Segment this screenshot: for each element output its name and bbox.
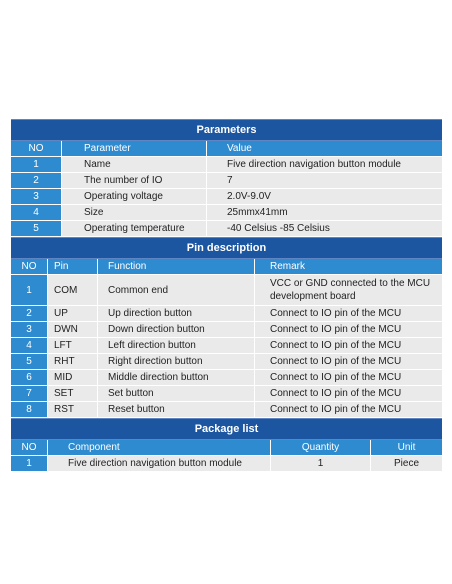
table-row bbox=[11, 275, 442, 306]
pin-name: LFT bbox=[48, 338, 98, 353]
pin-description-title: Pin description bbox=[11, 237, 442, 259]
pin-name: UP bbox=[48, 306, 98, 321]
pin-remark-line: VCC or GND connected to the MCU bbox=[270, 278, 431, 289]
pin-function: Up direction button bbox=[98, 306, 255, 321]
component-quantity: 1 bbox=[271, 456, 371, 471]
header-quantity: Quantity bbox=[271, 440, 371, 455]
pin-name: RST bbox=[48, 402, 98, 417]
row-number: 5 bbox=[11, 354, 48, 369]
table-row bbox=[11, 189, 442, 205]
pin-remark bbox=[255, 275, 442, 305]
parameter-name: Size bbox=[62, 205, 207, 220]
pin-function: Left direction button bbox=[98, 338, 255, 353]
pin-remark: Connect to IO pin of the MCU bbox=[255, 370, 442, 385]
row-number: 5 bbox=[11, 221, 62, 236]
component-unit: Piece bbox=[371, 456, 442, 471]
pin-remark: Connect to IO pin of the MCU bbox=[255, 386, 442, 401]
header-value: Value bbox=[227, 143, 252, 154]
table-row bbox=[11, 456, 442, 472]
table-row bbox=[11, 402, 442, 418]
row-number: 6 bbox=[11, 370, 48, 385]
header-no: NO bbox=[11, 259, 48, 274]
parameter-name: Operating voltage bbox=[62, 189, 207, 204]
parameter-name: Operating temperature bbox=[62, 221, 207, 236]
table-row bbox=[11, 221, 442, 237]
parameter-value: 2.0V-9.0V bbox=[207, 189, 442, 204]
header-no: NO bbox=[11, 440, 48, 455]
row-number: 2 bbox=[11, 306, 48, 321]
parameter-value: 7 bbox=[207, 173, 442, 188]
table-row bbox=[11, 157, 442, 173]
pin-function: Down direction button bbox=[98, 322, 255, 337]
row-number: 4 bbox=[11, 338, 48, 353]
pin-function: Set button bbox=[98, 386, 255, 401]
pin-function: Reset button bbox=[98, 402, 255, 417]
row-number: 4 bbox=[11, 205, 62, 220]
row-number: 2 bbox=[11, 173, 62, 188]
table-row bbox=[11, 338, 442, 354]
spec-sheet bbox=[11, 119, 442, 472]
pin-remark: Connect to IO pin of the MCU bbox=[255, 306, 442, 321]
table-row bbox=[11, 354, 442, 370]
parameter-name: Name bbox=[62, 157, 207, 172]
pin-function: Middle direction button bbox=[98, 370, 255, 385]
row-number: 1 bbox=[11, 157, 62, 172]
package-list-title: Package list bbox=[11, 418, 442, 440]
header-pin: Pin bbox=[48, 259, 98, 274]
pin-name: SET bbox=[48, 386, 98, 401]
table-row bbox=[11, 370, 442, 386]
pin-remark: Connect to IO pin of the MCU bbox=[255, 354, 442, 369]
row-number: 8 bbox=[11, 402, 48, 417]
pin-remark: Connect to IO pin of the MCU bbox=[255, 338, 442, 353]
parameters-header-row bbox=[11, 141, 442, 157]
header-component: Component bbox=[48, 440, 271, 455]
table-row bbox=[11, 306, 442, 322]
table-row bbox=[11, 322, 442, 338]
pin-function: Right direction button bbox=[98, 354, 255, 369]
pin-remark: Connect to IO pin of the MCU bbox=[255, 402, 442, 417]
pin-name: RHT bbox=[48, 354, 98, 369]
pin-remark-line: development board bbox=[270, 291, 356, 302]
parameter-value: Five direction navigation button module bbox=[207, 157, 442, 172]
parameter-value: 25mmx41mm bbox=[207, 205, 442, 220]
header-unit: Unit bbox=[397, 442, 416, 453]
package-header-row bbox=[11, 440, 442, 456]
pins-header-row bbox=[11, 259, 442, 275]
row-number: 1 bbox=[11, 456, 48, 471]
header-remark: Remark bbox=[270, 261, 306, 272]
row-number: 3 bbox=[11, 322, 48, 337]
header-function: Function bbox=[98, 259, 255, 274]
component-name: Five direction navigation button module bbox=[48, 456, 271, 471]
pin-name: MID bbox=[48, 370, 98, 385]
pin-function: Common end bbox=[98, 275, 255, 305]
row-number: 3 bbox=[11, 189, 62, 204]
pin-remark: Connect to IO pin of the MCU bbox=[255, 322, 442, 337]
pin-name: DWN bbox=[48, 322, 98, 337]
header-no: NO bbox=[11, 141, 62, 156]
table-row bbox=[11, 205, 442, 221]
parameter-name: The number of IO bbox=[62, 173, 207, 188]
table-row bbox=[11, 386, 442, 402]
table-row bbox=[11, 173, 442, 189]
row-number: 7 bbox=[11, 386, 48, 401]
parameter-value: -40 Celsius -85 Celsius bbox=[207, 221, 442, 236]
header-parameter: Parameter bbox=[62, 141, 207, 156]
parameters-title: Parameters bbox=[11, 119, 442, 141]
row-number: 1 bbox=[11, 275, 48, 305]
pin-name: COM bbox=[48, 275, 98, 305]
